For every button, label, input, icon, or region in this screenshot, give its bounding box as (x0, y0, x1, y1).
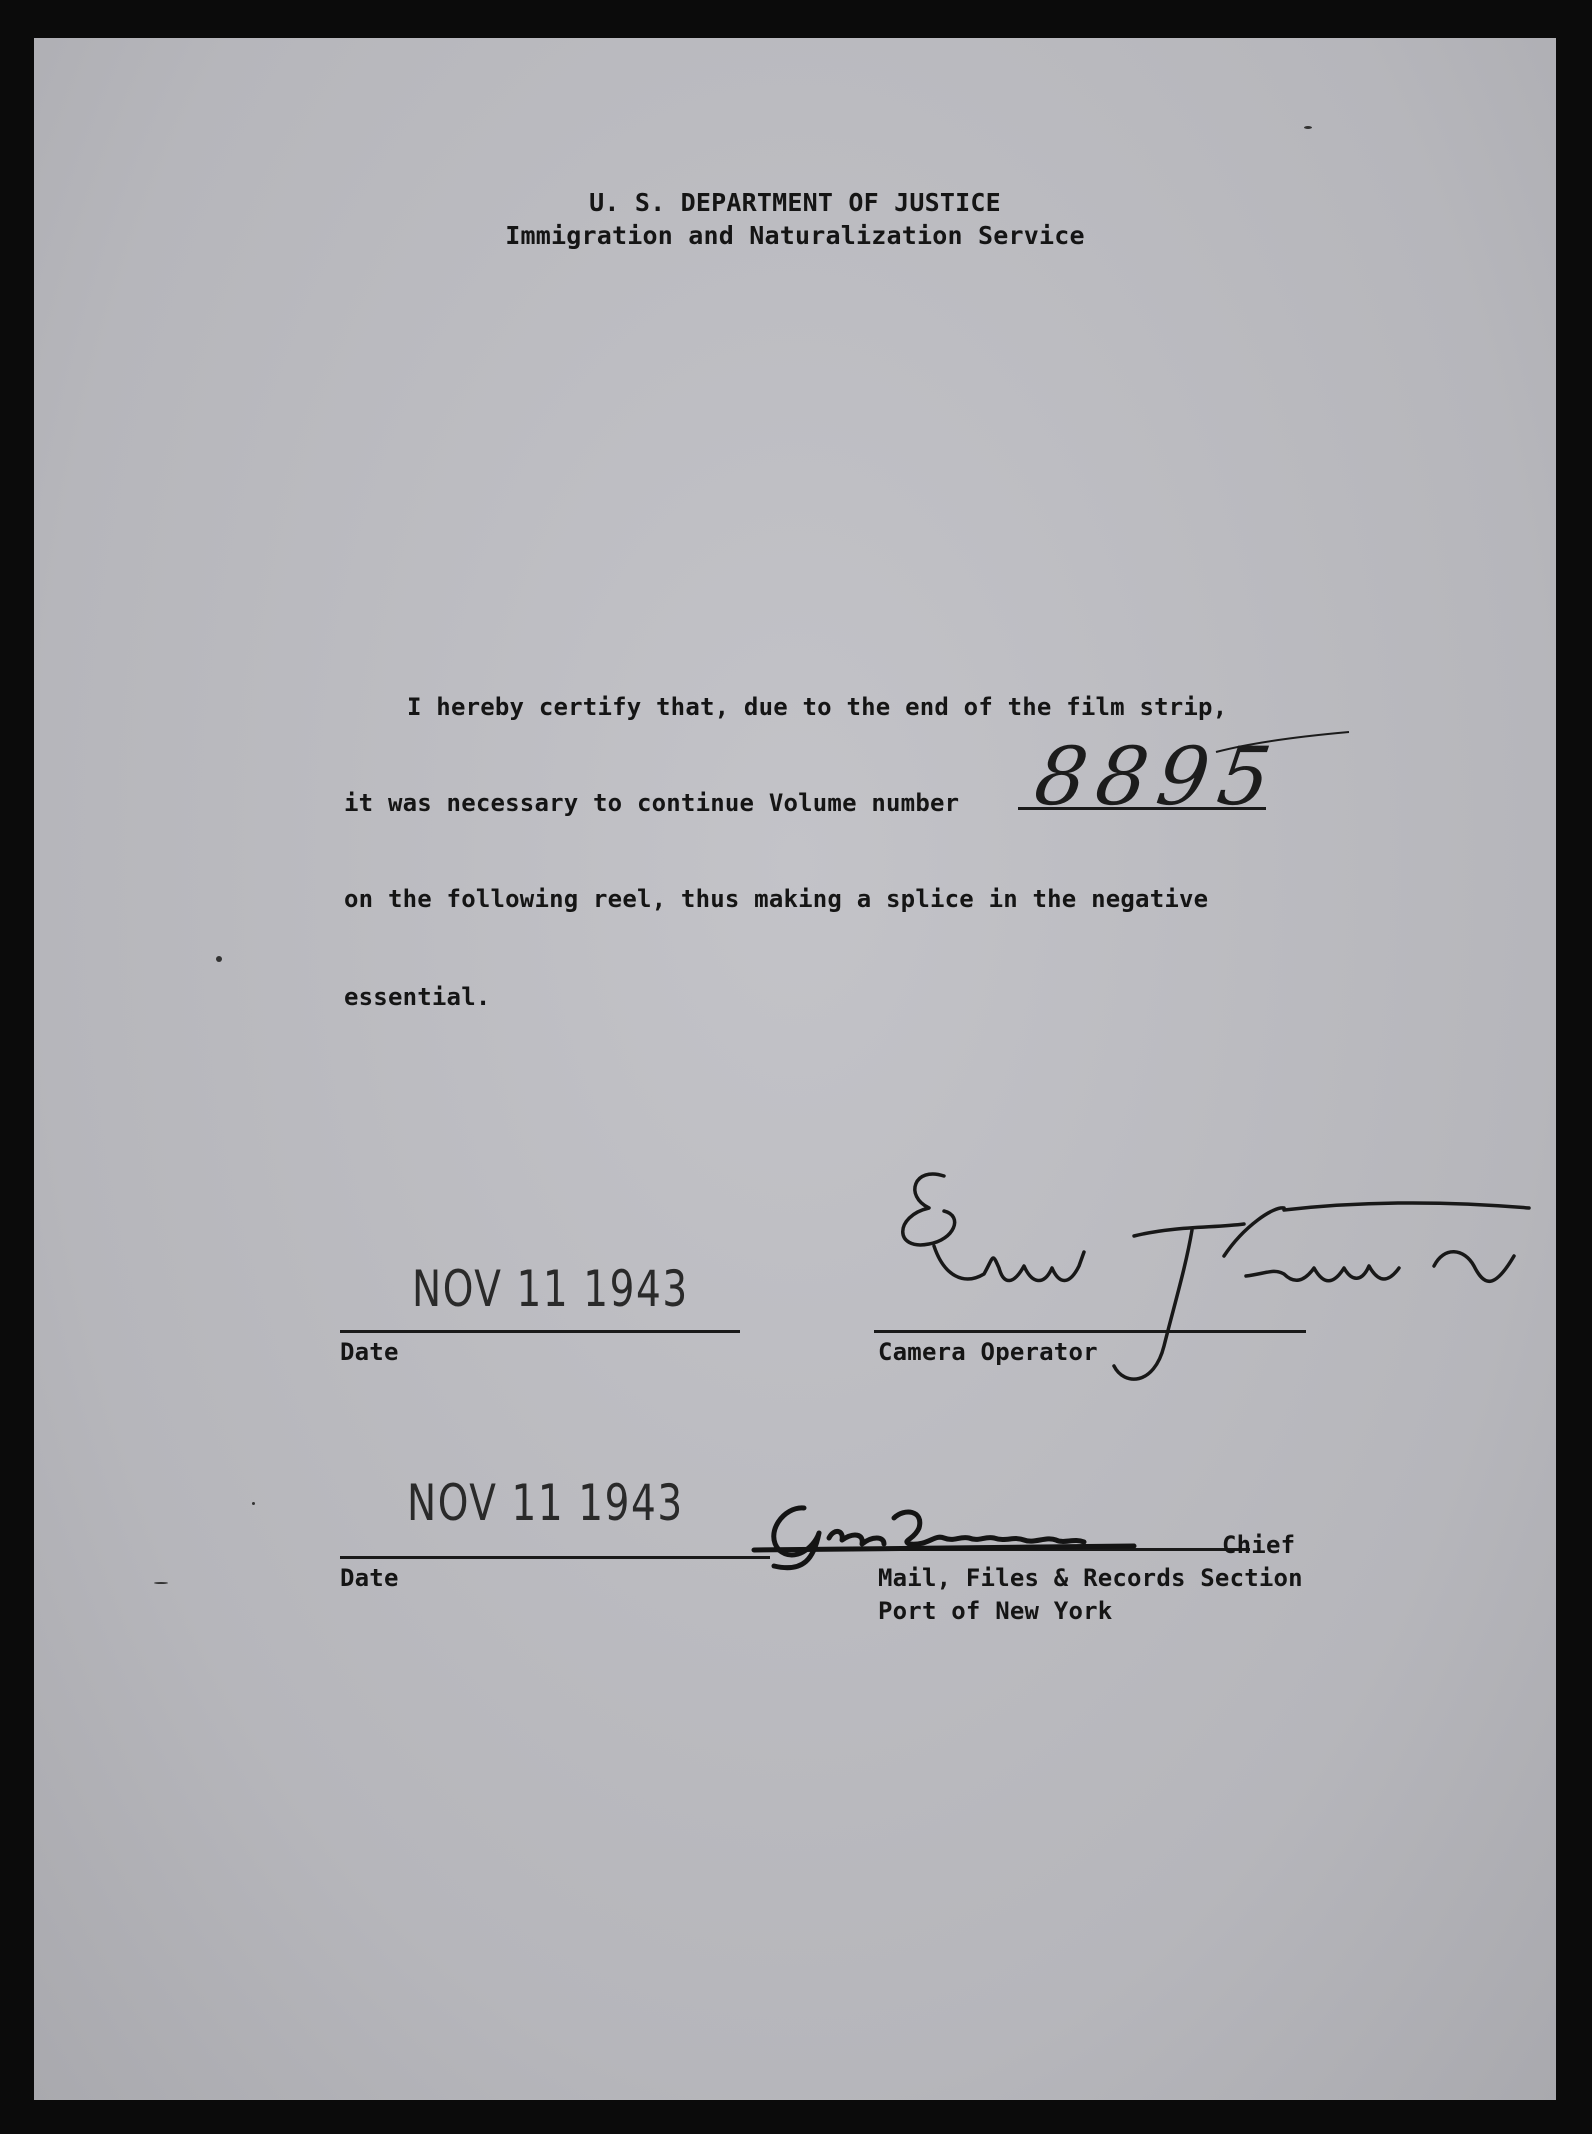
date-stamp-1: NOV 11 1943 (412, 1260, 689, 1318)
date-line-2 (340, 1556, 770, 1559)
document-page (34, 38, 1556, 2100)
date-label-2: Date (340, 1564, 399, 1592)
volume-number-flourish (1214, 728, 1354, 758)
scan-speck (252, 1502, 255, 1505)
service-heading: Immigration and Naturalization Service (505, 221, 1085, 250)
scan-speck (216, 956, 222, 962)
camera-operator-signature (874, 1156, 1534, 1396)
certificate-line-3: on the following reel, thus making a splice in the negative (344, 885, 1209, 913)
section-title: Mail, Files & Records Section (878, 1564, 1303, 1592)
department-heading: U. S. DEPARTMENT OF JUSTICE (589, 188, 1001, 217)
port-title: Port of New York (878, 1597, 1113, 1625)
volume-number-handwritten: 8895 (1029, 730, 1287, 823)
chief-title: Chief (1222, 1531, 1296, 1559)
date-line-1 (340, 1330, 740, 1333)
scan-speck (154, 1582, 168, 1584)
certificate-line-1: I hereby certify that, due to the end of the film strip, (407, 693, 1228, 721)
certificate-line-4: essential. (344, 983, 491, 1011)
date-stamp-2: NOV 11 1943 (407, 1474, 684, 1532)
camera-operator-label: Camera Operator (878, 1338, 1098, 1366)
certificate-line-2: it was necessary to continue Volume number (344, 789, 960, 817)
date-label-1: Date (340, 1338, 399, 1366)
scan-speck (1304, 126, 1312, 129)
